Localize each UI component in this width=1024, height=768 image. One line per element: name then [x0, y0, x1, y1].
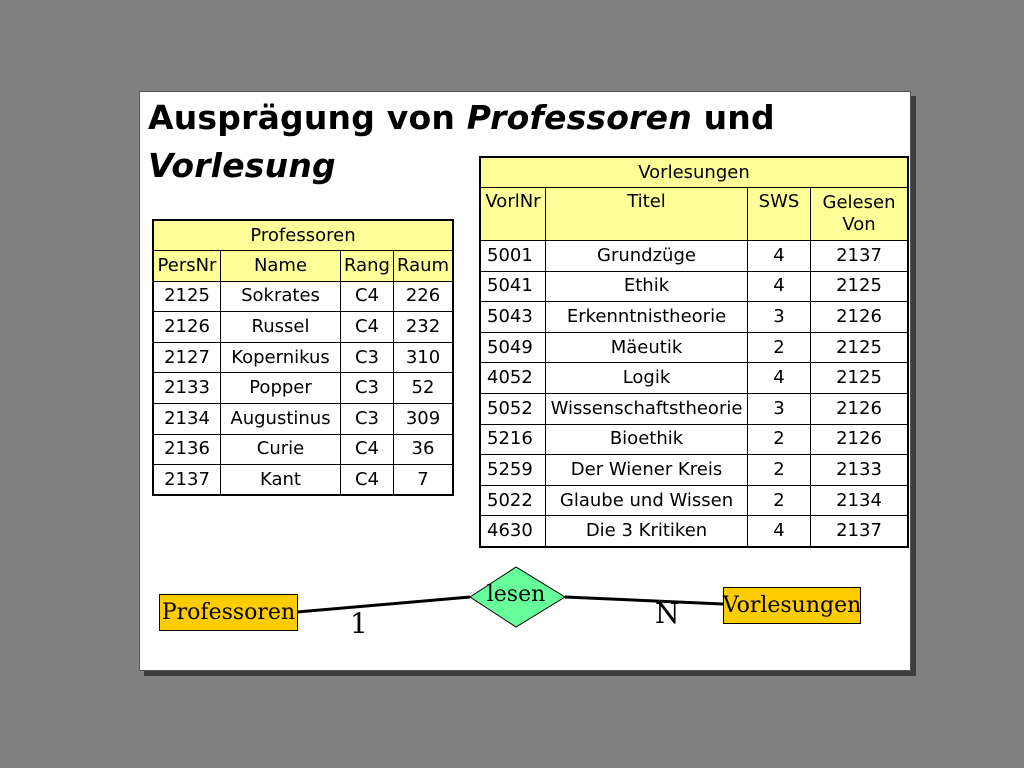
table-cell: C4 [341, 312, 394, 343]
table-cell: 3 [748, 302, 811, 333]
table-caption: Professoren [153, 220, 453, 251]
table-cell: 5043 [480, 302, 546, 333]
title-text-italic: Professoren [466, 98, 692, 137]
title-text-italic: Vorlesung [148, 146, 336, 185]
table-cell: 2125 [811, 271, 909, 302]
table-cell: 4 [748, 271, 811, 302]
table-cell: 2 [748, 424, 811, 455]
table-cell: C4 [341, 465, 394, 496]
table-cell: 5022 [480, 485, 546, 516]
table-cell: 2133 [153, 373, 221, 404]
table-caption: Vorlesungen [480, 157, 908, 188]
table-cell: 2137 [811, 241, 909, 272]
column-header: SWS [748, 188, 811, 241]
table-cell: 2136 [153, 434, 221, 465]
er-connector-left [297, 597, 470, 612]
table-cell: 5041 [480, 271, 546, 302]
table-cell: 2126 [811, 424, 909, 455]
table-cell: Grundzüge [546, 241, 748, 272]
relationship-label: lesen [486, 582, 546, 607]
table-cell: Kant [221, 465, 341, 496]
table-cell: 2126 [153, 312, 221, 343]
table-cell: Erkenntnistheorie [546, 302, 748, 333]
table-cell: 2125 [811, 332, 909, 363]
table-cell: C4 [341, 434, 394, 465]
table-cell: 2127 [153, 342, 221, 373]
table-cell: 2137 [153, 465, 221, 496]
table-cell: 5216 [480, 424, 546, 455]
table-cell: Sokrates [221, 281, 341, 312]
cardinality-left: 1 [350, 607, 368, 640]
table-cell: Wissenschaftstheorie [546, 394, 748, 425]
table-cell: 232 [394, 312, 454, 343]
table-cell: Augustinus [221, 404, 341, 435]
table-cell: 2 [748, 485, 811, 516]
table-cell: 3 [748, 394, 811, 425]
table-cell: Curie [221, 434, 341, 465]
table-cell: 2 [748, 332, 811, 363]
cardinality-right: N [655, 597, 680, 630]
table-cell: Popper [221, 373, 341, 404]
column-header: VorlNr [480, 188, 546, 241]
table-cell: Ethik [546, 271, 748, 302]
table-cell: 5052 [480, 394, 546, 425]
table-cell: 2125 [811, 363, 909, 394]
table-cell: Bioethik [546, 424, 748, 455]
column-header-line: Gelesen [822, 192, 896, 214]
er-connector-right [565, 597, 723, 604]
table-cell: 2134 [153, 404, 221, 435]
table-cell: 5001 [480, 241, 546, 272]
table-cell: 2133 [811, 455, 909, 486]
column-header-line: Von [842, 214, 876, 236]
title-text: und [691, 98, 775, 137]
table-cell: Mäeutik [546, 332, 748, 363]
table-cell: 4052 [480, 363, 546, 394]
title-text: Ausprägung von [148, 98, 467, 137]
column-header: Titel [546, 188, 748, 241]
table-cell: 310 [394, 342, 454, 373]
column-header: Rang [341, 251, 394, 282]
column-header: Raum [394, 251, 454, 282]
slide [139, 91, 911, 671]
column-header: Name [221, 251, 341, 282]
table-cell: Glaube und Wissen [546, 485, 748, 516]
entity-professoren: Professoren [159, 594, 298, 631]
table-cell: C4 [341, 281, 394, 312]
table-cell: 2126 [811, 394, 909, 425]
table-cell: 4 [748, 363, 811, 394]
table-cell: Der Wiener Kreis [546, 455, 748, 486]
table-cell: 5259 [480, 455, 546, 486]
table-cell: 226 [394, 281, 454, 312]
table-cell: 2125 [153, 281, 221, 312]
table-cell: 2137 [811, 516, 909, 547]
table-cell: 36 [394, 434, 454, 465]
entity-vorlesungen: Vorlesungen [723, 587, 861, 624]
table-cell: C3 [341, 404, 394, 435]
table-cell: 309 [394, 404, 454, 435]
table-cell: 52 [394, 373, 454, 404]
table-cell: 7 [394, 465, 454, 496]
table-cell: 4 [748, 241, 811, 272]
table-cell: 2126 [811, 302, 909, 333]
table-cell: C3 [341, 342, 394, 373]
table-cell: 2134 [811, 485, 909, 516]
table-cell: Russel [221, 312, 341, 343]
column-header: PersNr [153, 251, 221, 282]
table-cell: Kopernikus [221, 342, 341, 373]
table-cell: Logik [546, 363, 748, 394]
table-cell: 5049 [480, 332, 546, 363]
table-cell: 4 [748, 516, 811, 547]
table-cell: C3 [341, 373, 394, 404]
table-cell: 4630 [480, 516, 546, 547]
table-cell: 2 [748, 455, 811, 486]
table-cell: Die 3 Kritiken [546, 516, 748, 547]
